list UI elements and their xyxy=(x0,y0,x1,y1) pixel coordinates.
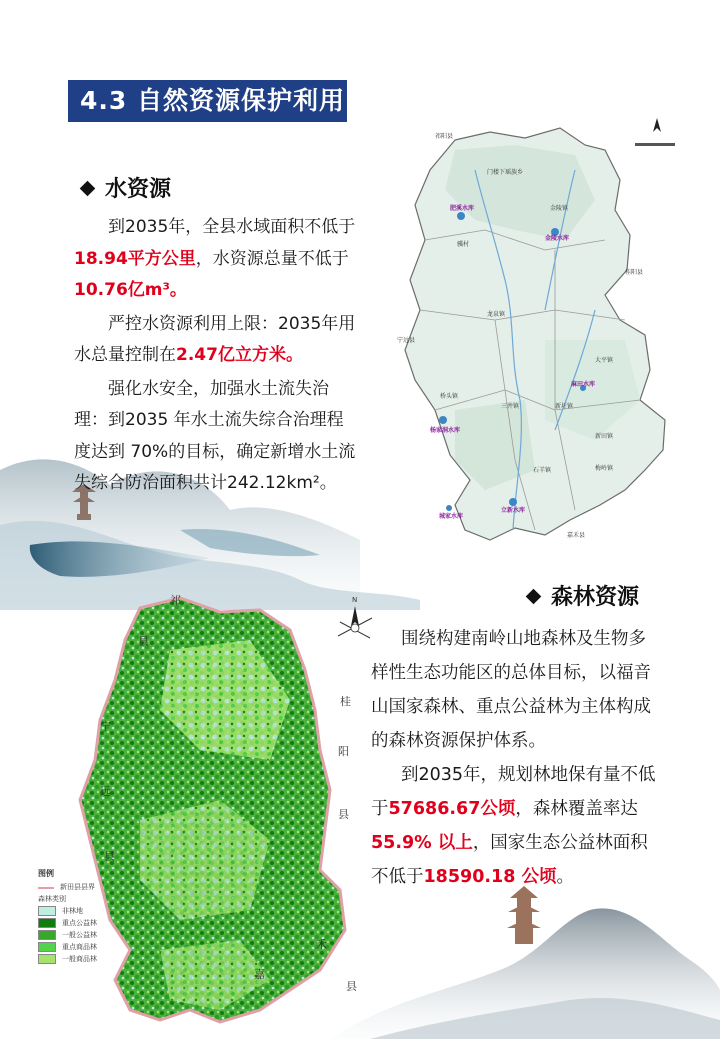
legend-item xyxy=(38,941,118,953)
legend-title: 图例 xyxy=(38,869,54,878)
legend-label: 一般商品林 xyxy=(62,955,97,963)
water-p2-text: 严控水资源利用上限：2035年用水总量控制在 xyxy=(74,313,356,365)
water-p1-text: 到2035年，全县水域面积不低于 xyxy=(108,217,356,237)
map-side-label: 县 xyxy=(138,635,149,648)
legend-item xyxy=(38,929,118,941)
legend-swatch xyxy=(38,906,56,916)
water-title-text: 水资源 xyxy=(105,177,172,202)
legend-label: 非林地 xyxy=(62,907,83,915)
map-town-label: 金陵镇 xyxy=(550,205,569,212)
map-side-label: 县 xyxy=(104,850,115,863)
forest-resources-title xyxy=(528,580,639,611)
water-paragraph-3: 强化水安全，加强水土流失治理：到2035 年水土流失综合治理程度达到 70%的目标，确定新增水土流失综合防治面积共计242.12km²。 xyxy=(74,378,356,493)
forest-map-legend xyxy=(38,868,118,965)
legend-label: 重点商品林 xyxy=(62,943,97,951)
map-town-label: 大平镇 xyxy=(595,357,614,364)
water-resources-map xyxy=(395,110,705,550)
water-resources-title xyxy=(82,172,171,203)
water-paragraph-1 xyxy=(74,212,356,307)
ink-mountain-decoration-right xyxy=(330,880,720,1039)
legend-items xyxy=(38,905,118,965)
diamond-bullet-icon xyxy=(80,180,96,196)
reservoir-label: 肥溪水库 xyxy=(450,205,475,212)
map-town-label: 桥头镇 xyxy=(440,393,459,400)
forest-paragraphs xyxy=(371,622,661,894)
water-paragraphs xyxy=(74,212,356,500)
forest-p2-text-4: 。 xyxy=(556,867,574,887)
forest-land-value: 57686.67公顷 xyxy=(388,799,516,819)
map-town-label: 龙泉镇 xyxy=(487,311,506,318)
reservoir-label: 杨家洞水库 xyxy=(430,427,461,434)
map-label-north: 祁阳县 xyxy=(435,133,454,140)
water-total-value: 10.76亿m³。 xyxy=(74,280,187,300)
map-label-south: 嘉禾县 xyxy=(567,532,586,539)
map-side-label: 县 xyxy=(338,808,349,821)
map-side-label: 远 xyxy=(100,785,111,798)
forest-paragraph-1: 围绕构建南岭山地森林及生物多样性生态功能区的总体目标，以福音山国家森林、重点公益林为主体构成的森林资源保护体系。 xyxy=(371,629,651,751)
map-town-label: 梅岭镇 xyxy=(595,465,614,472)
legend-swatch xyxy=(38,942,56,952)
reservoir-label: 城家水库 xyxy=(439,513,464,520)
map-town-label: 三井镇 xyxy=(501,403,520,410)
legend-swatch xyxy=(38,930,56,940)
legend-boundary-row xyxy=(38,881,118,893)
legend-item xyxy=(38,953,118,965)
map-label-east: 桂阳县 xyxy=(625,269,644,276)
legend-category-title: 森林类别 xyxy=(38,895,66,903)
forest-p2-text-2: ，森林覆盖率达 xyxy=(515,799,638,819)
map-label-west: 宁远县 xyxy=(397,337,416,344)
legend-label: 重点公益林 xyxy=(62,919,97,927)
forest-p2-text: 到2035年，规划林地保有量不低于 xyxy=(371,765,656,819)
map-side-label: 祁 xyxy=(170,594,181,607)
forest-p2-text-3: ，国家生态公益林面积不低于 xyxy=(371,833,648,887)
map-side-label: 桂 xyxy=(340,695,351,708)
section-header: 4.3 自然资源保护利用 xyxy=(68,80,347,122)
reservoir-label: 立新水库 xyxy=(501,507,526,514)
map-town-label: 新圩镇 xyxy=(555,403,574,410)
legend-item xyxy=(38,905,118,917)
north-arrow-letter: N xyxy=(352,596,358,604)
map-side-label: 县 xyxy=(346,980,357,993)
map-side-label: 阳 xyxy=(338,745,349,758)
water-paragraph-2 xyxy=(74,309,356,372)
map-town-label: 门楼下瑶族乡 xyxy=(487,169,524,176)
map-side-label: 禾 xyxy=(316,938,327,951)
legend-item xyxy=(38,917,118,929)
map-town-label: 石羊镇 xyxy=(533,467,552,474)
reservoir-label: 金陵水库 xyxy=(545,235,570,242)
legend-swatch xyxy=(38,918,56,928)
map-town-label: 新田镇 xyxy=(595,433,614,440)
diamond-bullet-icon xyxy=(526,588,542,604)
map-side-label: 嘉 xyxy=(254,968,265,981)
map-town-label: 骥村 xyxy=(457,241,470,248)
legend-label: 一般公益林 xyxy=(62,931,97,939)
water-p1-text-2: ，水资源总量不低于 xyxy=(195,248,349,269)
forest-paragraph-2 xyxy=(371,758,661,894)
reservoir-label: 麻田水库 xyxy=(571,381,596,388)
boundary-swatch xyxy=(38,887,54,889)
water-usage-value: 2.47亿立方米。 xyxy=(176,345,303,365)
pagoda-icon xyxy=(507,886,541,944)
north-arrow-icon xyxy=(635,118,675,146)
legend-swatch xyxy=(38,954,56,964)
forest-title-text: 森林资源 xyxy=(551,585,640,610)
map-side-label: 宁 xyxy=(100,720,111,733)
eco-forest-value: 18590.18 公顷 xyxy=(423,867,557,887)
legend-label: 新田县县界 xyxy=(60,883,95,891)
forest-coverage-value: 55.9% 以上 xyxy=(371,833,473,853)
water-area-value: 18.94平方公里 xyxy=(74,248,196,269)
